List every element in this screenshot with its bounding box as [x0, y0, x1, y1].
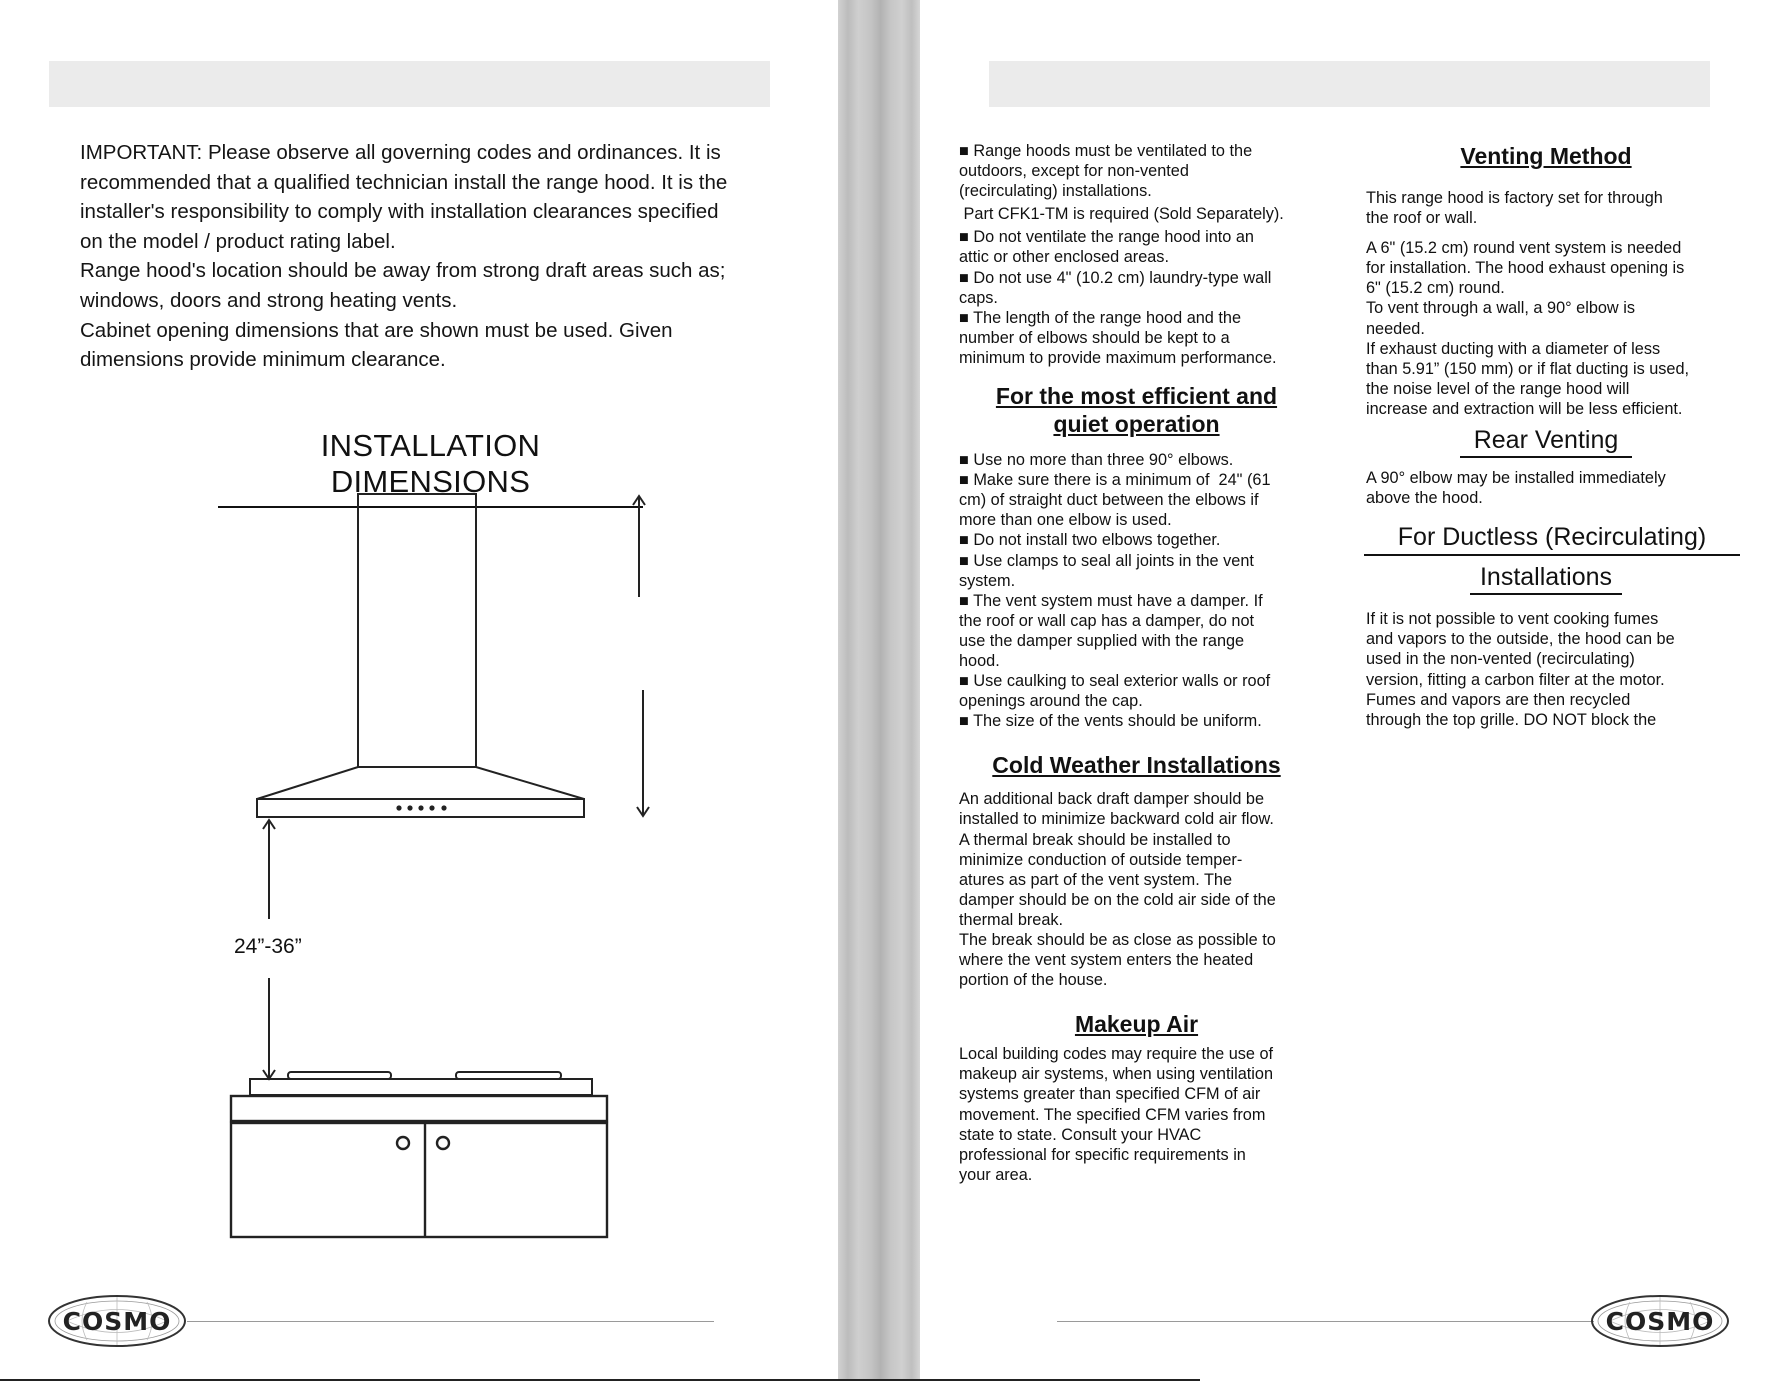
intro-line: windows, doors and strong heating vents. — [80, 288, 458, 312]
text-line: A thermal break should be installed to — [959, 830, 1231, 849]
heading-line: For the most efficient and — [995, 383, 1278, 410]
text-line: A 90° elbow may be installed immediately — [1366, 469, 1666, 488]
ventilation-guidelines-column — [959, 141, 1314, 1185]
intro-line: Range hood's location should be away from strong draft areas such as; — [80, 259, 726, 283]
logo-text: COSMO — [62, 1306, 172, 1336]
text-line: openings around the cap. — [959, 692, 1143, 711]
text-line: professional for specific requirements in — [959, 1145, 1246, 1164]
text-line: 6" (15.2 cm) round. — [1366, 279, 1505, 298]
text-line: ■ The vent system must have a damper. If — [959, 591, 1263, 610]
text-line: installed to minimize backward cold air flow. — [959, 810, 1274, 829]
footer-rule-right — [1057, 1321, 1594, 1322]
text-line: and vapors to the outside, the hood can be — [1366, 630, 1675, 649]
text-line: needed. — [1366, 319, 1425, 338]
text-line: Local building codes may require the use of — [959, 1045, 1274, 1064]
text-line: hood. — [959, 651, 1000, 670]
text-line: movement. The specified CFM varies from — [959, 1105, 1266, 1124]
ductless-heading — [1366, 522, 1726, 595]
text-line: ■ Use clamps to seal all joints in the vent — [959, 551, 1254, 570]
text-line: minimize conduction of outside temper- — [959, 850, 1243, 869]
text-line: To vent through a wall, a 90° elbow is — [1366, 299, 1635, 318]
text-line: attic or other enclosed areas. — [959, 248, 1169, 267]
text-line: (recirculating) installations. — [959, 182, 1152, 201]
range-hood-chimney — [358, 494, 476, 767]
text-line: ■ Use caulking to seal exterior walls or roof — [959, 672, 1271, 691]
makeup-air-heading: Makeup Air — [1074, 1011, 1199, 1038]
control-buttons — [396, 805, 446, 810]
text-line: your area. — [959, 1165, 1033, 1184]
cosmo-logo-left — [47, 1294, 187, 1348]
text-line: ■ The length of the range hood and the — [959, 308, 1242, 327]
text-line: ■ Range hoods must be ventilated to the — [959, 142, 1253, 160]
text-line: minimum to provide maximum performance. — [959, 348, 1277, 367]
text-line: ■ Make sure there is a minimum of 24" (61 — [959, 471, 1271, 490]
intro-line: on the model / product rating label. — [80, 229, 396, 253]
base-cabinet — [231, 1096, 607, 1237]
text-line: through the top grille. DO NOT block the — [1366, 710, 1657, 729]
venting-method-heading: Venting Method — [1460, 143, 1632, 169]
text-line: This range hood is factory set for through — [1366, 189, 1663, 207]
venting-column — [1366, 188, 1726, 730]
heading-line: quiet operation — [1053, 411, 1220, 438]
cosmo-logo-right — [1590, 1294, 1730, 1348]
intro-line: recommended that a qualified technician install the range hood. It is the — [80, 170, 728, 194]
footer-rule-left — [187, 1321, 714, 1322]
heading-line: Installations — [1470, 562, 1622, 595]
intro-line: IMPORTANT: Please observe all governing codes and ordinances. It is — [80, 141, 721, 164]
text-line: where the vent system enters the heated — [959, 951, 1254, 970]
intro-line: Cabinet opening dimensions that are shown must be used. Given — [80, 318, 673, 342]
text-line: The break should be as close as possible to — [959, 931, 1276, 949]
text-line: atures as part of the vent system. The — [959, 870, 1232, 889]
cold-weather-heading: Cold Weather Installations — [992, 752, 1281, 779]
text-line: ■ The size of the vents should be uniform. — [959, 712, 1262, 731]
text-line: ■ Do not install two elbows together. — [959, 531, 1221, 550]
text-line: Fumes and vapors are then recycled — [1366, 690, 1631, 709]
text-line: used in the non-vented (recirculating) — [1366, 650, 1635, 669]
text-line: above the hood. — [1366, 489, 1483, 508]
height-arrows — [633, 496, 649, 816]
efficient-operation-heading — [959, 382, 1314, 438]
text-line: An additional back draft damper should be — [959, 790, 1265, 809]
text-line: A 6" (15.2 cm) round vent system is needed — [1366, 239, 1682, 258]
text-line: If it is not possible to vent cooking fumes — [1366, 610, 1659, 629]
text-line: systems greater than specified CFM of air — [959, 1085, 1261, 1104]
text-line: makeup air systems, when using ventilation — [959, 1065, 1274, 1084]
clearance-label: 24”-36” — [234, 935, 302, 958]
text-line: state to state. Consult your HVAC — [959, 1125, 1202, 1144]
text-line: outdoors, except for non-vented — [959, 162, 1189, 181]
text-line: number of elbows should be kept to a — [959, 328, 1230, 347]
text-line: ■ Use no more than three 90° elbows. — [959, 451, 1234, 470]
intro-line: installer's responsibility to comply with installation clearances specified — [80, 200, 719, 224]
text-line: use the damper supplied with the range — [959, 631, 1245, 650]
text-line: the noise level of the range hood will — [1366, 379, 1630, 398]
heading-line: For Ductless (Recirculating) — [1364, 522, 1740, 556]
text-line: the roof or wall. — [1366, 209, 1478, 228]
text-line: thermal break. — [959, 910, 1064, 929]
text-line: version, fitting a carbon filter at the motor. — [1366, 670, 1665, 689]
text-line: If exhaust ducting with a diameter of less — [1366, 339, 1661, 358]
book-spine — [838, 0, 920, 1381]
text-line: the roof or wall cap has a damper, do not — [959, 611, 1255, 630]
text-line: cm) of straight duct between the elbows if — [959, 491, 1259, 510]
rear-venting-heading: Rear Venting — [1460, 425, 1633, 458]
text-line: ■ Do not ventilate the range hood into an — [959, 228, 1254, 247]
text-line: for installation. The hood exhaust opening is — [1366, 259, 1685, 278]
logo-text: COSMO — [1605, 1306, 1715, 1336]
cooktop — [250, 1072, 592, 1095]
text-line: Part CFK1-TM is required (Sold Separately). — [959, 205, 1284, 224]
text-line: increase and extraction will be less efficient. — [1366, 399, 1683, 418]
text-line: more than one elbow is used. — [959, 511, 1172, 530]
right-header-bar — [989, 61, 1710, 107]
text-line: damper should be on the cold air side of the — [959, 890, 1276, 909]
installation-dimensions-title: INSTALLATION DIMENSIONS — [218, 428, 643, 508]
text-line: ■ Do not use 4" (10.2 cm) laundry-type wall — [959, 268, 1272, 287]
text-line: caps. — [959, 288, 998, 307]
text-line: portion of the house. — [959, 971, 1108, 990]
text-line: system. — [959, 571, 1016, 590]
text-line: than 5.91” (150 mm) or if flat ducting is used, — [1366, 359, 1690, 378]
installation-diagram — [0, 0, 840, 1381]
intro-line: dimensions provide minimum clearance. — [80, 348, 446, 372]
